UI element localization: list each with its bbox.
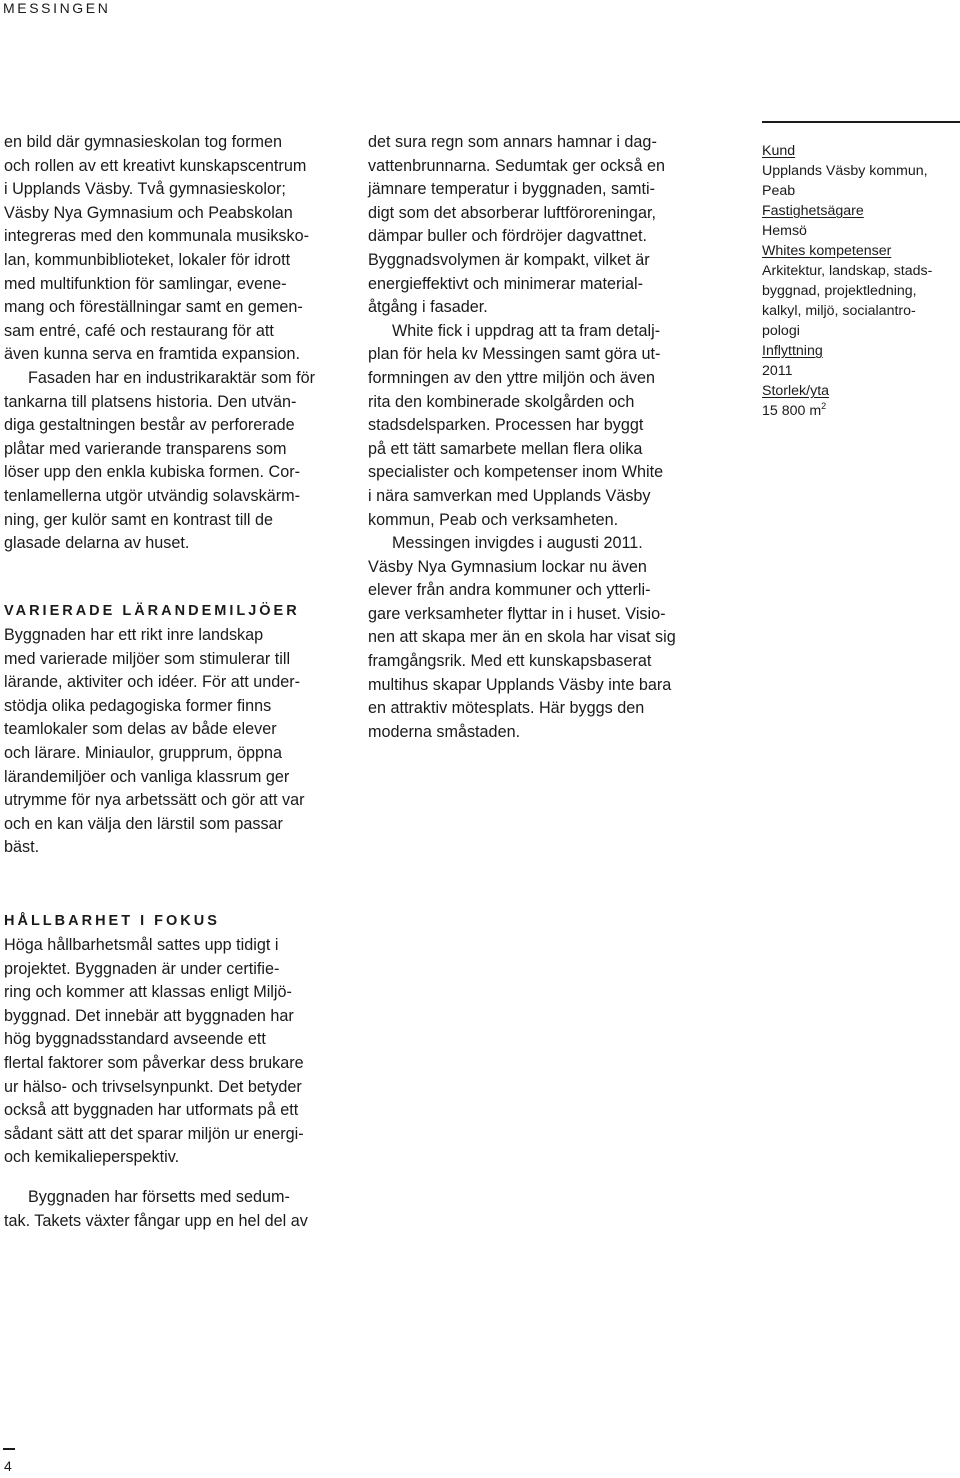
storlek-number: 15 800 m bbox=[762, 403, 822, 419]
inauguration-paragraph: Messingen invigdes i augusti 2011. Väsby Nya Gymnasium lockar nu även elever från andra kommuner och ytterli- gare verksamheter flyttar in i huset. Visio- nen att skapa mer än en skola har visat sig framgångsrik. Med ett kunskapsbaserat multihus skapar Upplands Väsby inte bara en attraktiv mötesplats. Här byggs den moderna småstaden. bbox=[368, 534, 676, 741]
section-heading-hallbarhet: HÅLLBARHET I FOKUS bbox=[4, 913, 220, 929]
facts-box bbox=[762, 121, 960, 421]
column-left bbox=[4, 131, 354, 556]
page-number: 4 bbox=[4, 1458, 12, 1474]
fact-label-kund: Kund bbox=[762, 143, 796, 159]
running-head: MESSINGEN bbox=[3, 0, 111, 16]
storlek-unit-superscript: 2 bbox=[821, 401, 827, 411]
fact-label-storlek: Storlek/yta bbox=[762, 383, 830, 399]
fact-label-fastighetsagare: Fastighetsägare bbox=[762, 203, 864, 219]
varierade-paragraph: Byggnaden har ett rikt inre landskap med varierade miljöer som stimulerar till lärande, aktiviter och idéer. För att under- stödja olika pedagogiska former finns teamlokaler som delas av både elever och lärare. Miniaulor, grupprum, öppna lärandemiljöer och vanliga klassrum ger utrymme för nya arbetssätt och gör att var och en kan välja den lärstil som passar bäst. bbox=[4, 626, 305, 857]
fact-value-kompetenser: Arkitektur, landskap, stads- byggnad, projektledning, kalkyl, miljö, socialantro- pologi bbox=[762, 263, 933, 339]
section-hallbarhet bbox=[4, 911, 354, 1250]
fact-value-kund: Upplands Väsby kommun, Peab bbox=[762, 163, 928, 199]
fact-label-inflyttning: Inflyttning bbox=[762, 343, 823, 359]
intro-paragraph: en bild där gymnasieskolan tog formen och rollen av ett kreativt kunskapscentrum i Upplands Väsby. Två gymnasieskolor; Väsby Nya Gymnasium och Peabskolan integreras med den kommunala musiksko- lan, kommunbiblioteket, lokaler för idrott med multifunktion för samlingar, evene- mang och föreställningar samt en gemen- sam entré, café och restaurang för att även kunna serva en framtida expansion. bbox=[4, 133, 309, 364]
white-assignment-paragraph: White fick i uppdrag att ta fram detalj- plan för hela kv Messingen samt göra ut- formningen av den yttre miljön och även rita den kombinerade skolgården och stadsdelsparken. Processen har byggt på ett tätt samarbete mellan flera olika specialister och kompetenser inom White i nära samverkan med Upplands Väsby kommun, Peab och verksamheten. bbox=[368, 321, 664, 529]
fact-value-fastighetsagare: Hemsö bbox=[762, 223, 807, 239]
page-number-rule bbox=[3, 1448, 15, 1450]
facade-paragraph: Fasaden har en industrikaraktär som för tankarna till platsens historia. Den utvän- diga gestaltningen består av perforerade plåtar med varierande transparens som löser upp den enkla kubiska formen. Cor- tenlamellerna utgör utvändig solavskärm- ning, ger kulör samt en kontrast till de glasade delarna av huset. bbox=[4, 368, 316, 553]
fact-label-kompetenser: Whites kompetenser bbox=[762, 243, 892, 259]
hallbarhet-paragraph: Höga hållbarhetsmål sattes upp tidigt i projektet. Byggnaden är under certifie- ring och kommer att klassas enligt Miljö- byggnad. Det innebär att byggnaden har hög byggnadsstandard avseende ett flertal faktorer som påverkar dess brukare ur hälso- och trivselsynpunkt. Det betyder också att byggnaden har utformats på ett sådant sätt att det sparar miljön ur energi- och kemikalieperspektiv. bbox=[4, 936, 304, 1167]
fact-value-storlek bbox=[762, 401, 960, 421]
section-heading-varierade: VARIERADE LÄRANDEMILJÖER bbox=[4, 603, 300, 619]
fact-value-inflyttning: 2011 bbox=[762, 363, 793, 379]
column-middle bbox=[368, 131, 718, 744]
sedum-paragraph: Byggnaden har försetts med sedum- tak. Takets växter fångar upp en hel del av bbox=[4, 1188, 308, 1230]
sedum-continued-paragraph: det sura regn som annars hamnar i dag- vattenbrunnarna. Sedumtak ger också en jämnare temperatur i byggnaden, samti- digt som det absorberar luftföroreningar, dämpar buller och fördröjer dagvattnet. Byggnadsvolymen är kompakt, vilket är energieffektivt och minimerar material- åtgång i fasader. bbox=[368, 133, 665, 317]
section-varierade bbox=[4, 601, 354, 876]
